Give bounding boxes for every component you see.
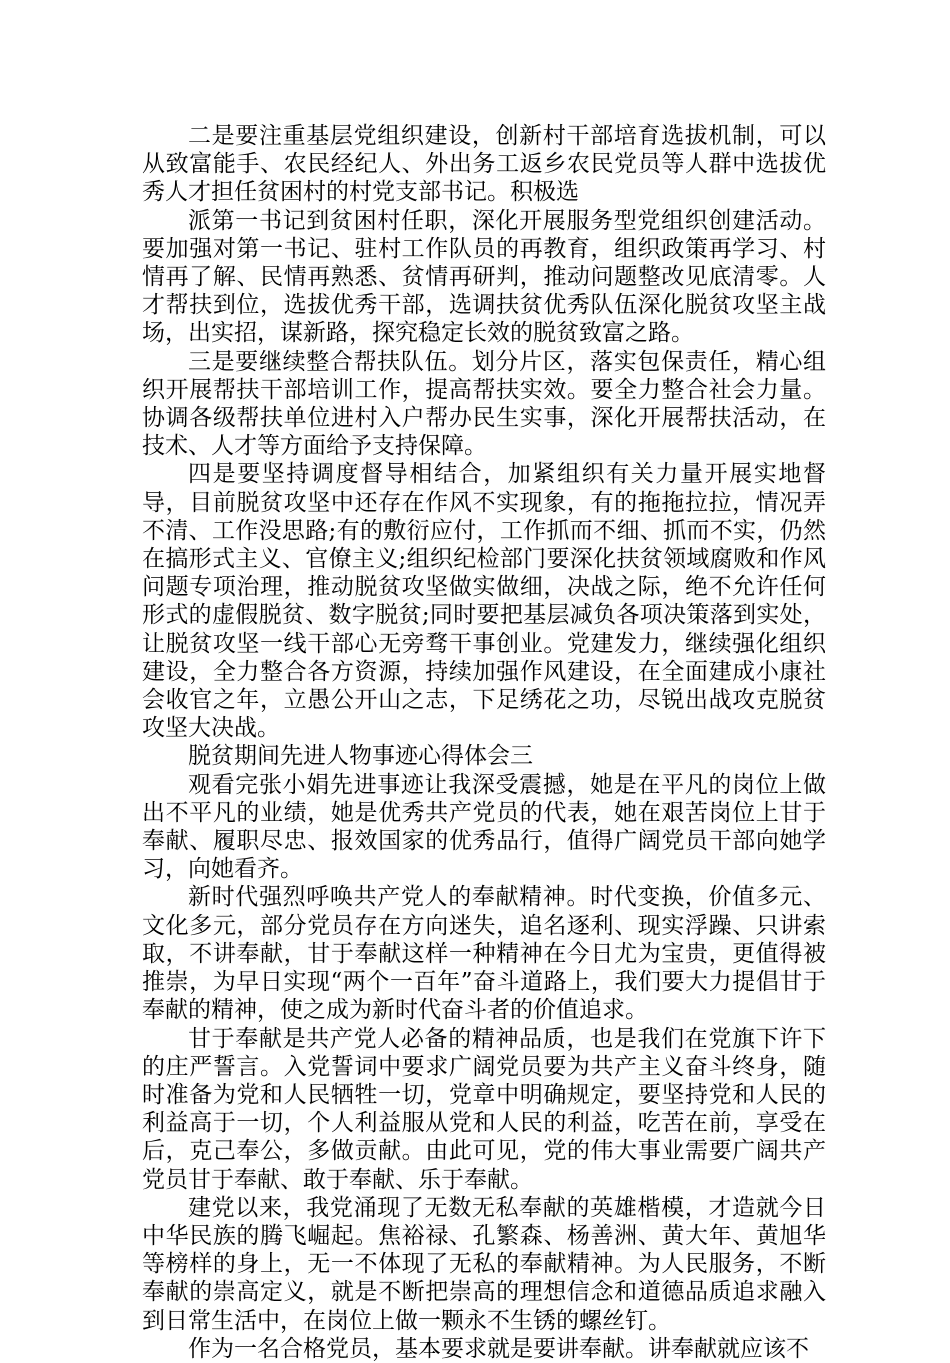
paragraph-qualified-member: 作为一名合格党员，基本要求就是要讲奉献。讲奉献就应该不 xyxy=(188,1335,809,1362)
paragraph-first-secretary: 派第一书记到贫困村任职，深化开展服务型党组织创建活动。要加强对第一书记、驻村工作队员的再教育，组织政策再学习、村情再了解、民情再熟悉、贫情再研判，推动问题整改见底清零。人才帮扶到位，选拔优秀干部，选调扶贫优秀队伍深化脱贫攻坚主战场，出实招，谋新路，探究稳定长效的脱贫致富之路。 xyxy=(142,207,826,347)
section-heading: 脱贫期间先进人物事迹心得体会三 xyxy=(188,743,533,770)
paragraph-role-models: 建党以来，我党涌现了无数无私奉献的英雄楷模，才造就今日中华民族的腾飞崛起。焦裕禄、孔繁森、杨善洲、黄大年、黄旭华等榜样的身上，无一不体现了无私的奉献精神。为人民服务，不断奉献的崇高定义，就是不断把崇高的理想信念和道德品质追求融入到日常生活中，在岗位上做一颗永不生锈的螺丝钉。 xyxy=(142,1194,826,1334)
paragraph-supervision: 四是要坚持调度督导相结合，加紧组织有关力量开展实地督导，目前脱贫攻坚中还存在作风不实现象，有的拖拖拉拉，情况弄不清、工作没思路;有的敷衍应付，工作抓而不细、抓而不实，仍然在搞形式主义、官僚主义;组织纪检部门要深化扶贫领域腐败和作风问题专项治理，推动脱贫攻坚做实做细，决战之际，绝不允许任何形式的虚假脱贫、数字脱贫;同时要把基层减负各项决策落到实处，让脱贫攻坚一线干部心无旁骛干事创业。党建发力，继续强化组织建设，全力整合各方资源，持续加强作风建设，在全面建成小康社会收官之年，立愚公开山之志，下足绣花之功，尽锐出战攻克脱贫攻坚大决战。 xyxy=(142,461,826,742)
document-page xyxy=(142,122,826,1363)
paragraph-oath: 甘于奉献是共产党人必备的精神品质，也是我们在党旗下许下的庄严誓言。入党誓词中要求广阔党员要为共产主义奋斗终身，随时准备为党和人民牺牲一切，党章中明确规定，要坚持党和人民的利益高于一切，个人利益服从党和人民的利益，吃苦在前，享受在后，克己奉公，多做贡献。由此可见，党的伟大事业需要广阔共产党员甘于奉献、敢于奉献、乐于奉献。 xyxy=(142,1025,826,1193)
paragraph-grassroots-party-building: 二是要注重基层党组织建设，创新村干部培育选拔机制，可以从致富能手、农民经纪人、外出务工返乡农民党员等人群中选拔优秀人才担任贫困村的村党支部书记。积极选 xyxy=(142,123,826,206)
paragraph-zhang-xiaojuan: 观看完张小娟先进事迹让我深受震撼，她是在平凡的岗位上做出不平凡的业绩，她是优秀共产党员的代表，她在艰苦岗位上甘于奉献、履职尽忠、报效国家的优秀品行，值得广阔党员干部向她学习，向她看齐。 xyxy=(142,771,826,883)
paragraph-assistance-teams: 三是要继续整合帮扶队伍。划分片区，落实包保责任，精心组织开展帮扶干部培训工作，提高帮扶实效。要全力整合社会力量。协调各级帮扶单位进村入户帮办民生实事，深化开展帮扶活动，在技术、人才等方面给予支持保障。 xyxy=(142,348,826,460)
paragraph-new-era-dedication: 新时代强烈呼唤共产党人的奉献精神。时代变换，价值多元、文化多元，部分党员存在方向迷失，追名逐利、现实浮躁、只讲索取，不讲奉献，甘于奉献这样一种精神在今日尤为宝贵，更值得被推崇，为早日实现“两个一百年”奋斗道路上，我们要大力提倡甘于奉献的精神，使之成为新时代奋斗者的价值追求。 xyxy=(142,884,826,1024)
